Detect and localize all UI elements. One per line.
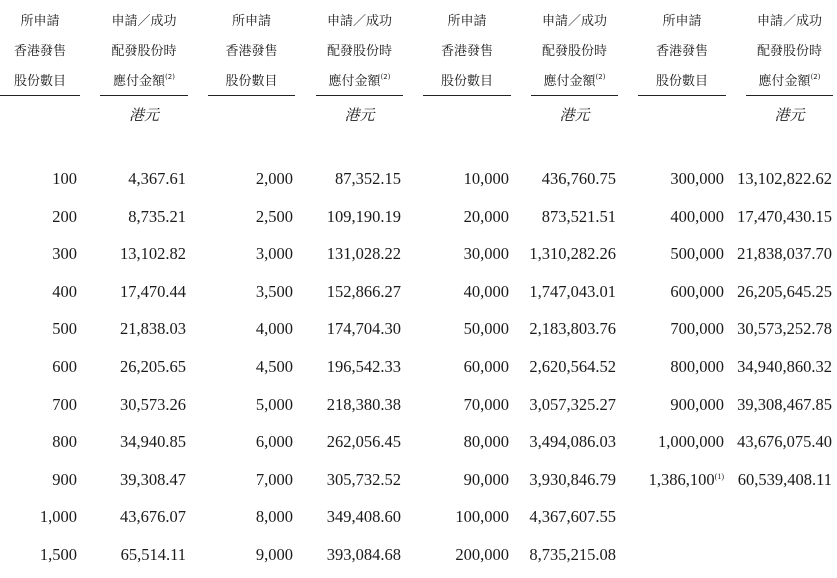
amount-cell: 13,102,822.62 [737,169,832,188]
shares-header-line: 所申請 [231,14,271,29]
amount-column [271,164,401,578]
shares-header-line: 香港發售 [440,44,493,59]
amount-cell: 8,735,215.08 [529,544,616,564]
amount-cell: 4,367,607.55 [529,507,616,527]
footnote-marker: (1) [714,471,724,481]
amount-column [702,164,832,502]
amount-cell: 17,470.44 [120,281,186,301]
amount-cell: 1,747,043.01 [529,281,616,301]
shares-header-line: 香港發售 [655,44,708,59]
shares-cell: 6,000 [255,432,293,452]
amount-cell: 2,183,803.76 [529,319,616,339]
shares-cell: 7,000 [255,469,293,489]
shares-cell: 400 [52,281,77,301]
header-rule [100,95,188,96]
amount-header-line: 申請／成功 [541,14,607,29]
shares-cell: 800 [52,432,77,452]
shares-cell: 1,000 [39,507,77,527]
shares-header [208,7,295,97]
amount-header-line [746,67,833,97]
amount-cell: 4,367.61 [128,169,186,188]
shares-cell: 900 [52,469,77,489]
shares-cell: 900,000 [670,394,724,414]
shares-cell: 100 [52,169,77,188]
amount-cell: 174,704.30 [326,319,401,339]
shares-cell: 500 [52,319,77,339]
shares-cell: 40,000 [463,281,509,301]
amount-header-text: 應付金額 [543,74,596,89]
amount-cell: 87,352.15 [335,169,401,188]
amount-header-line: 配發股份時 [541,44,607,59]
footnote-marker: (2) [810,73,821,81]
shares-cell: 200,000 [455,544,509,564]
shares-value: 1,386,100 [648,469,715,489]
shares-cell: 1,000,000 [658,432,724,452]
amount-cell: 3,930,846.79 [529,469,616,489]
shares-cell: 3,000 [255,244,293,264]
shares-header [638,7,726,97]
shares-cell: 80,000 [463,432,509,452]
amount-cell: 109,190.19 [326,206,401,226]
amount-cell: 2,620,564.52 [529,356,616,376]
amount-header-text: 應付金額 [113,74,166,89]
header-rule [746,95,833,96]
footnote-marker: (2) [380,73,391,81]
shares-cell: 60,000 [463,356,509,376]
amount-header [531,7,618,97]
amount-header-text: 應付金額 [328,74,381,89]
amount-cell: 30,573.26 [120,394,186,414]
amount-cell: 436,760.75 [541,169,616,188]
currency-unit: 港元 [128,106,159,124]
shares-cell: 700 [52,394,77,414]
shares-cell: 70,000 [463,394,509,414]
currency-unit: 港元 [344,106,375,124]
amount-header-line: 配發股份時 [111,44,177,59]
shares-header [0,7,80,97]
amount-cell: 873,521.51 [541,206,616,226]
amount-cell: 3,057,325.27 [529,394,616,414]
currency-unit: 港元 [559,106,590,124]
amount-header-line: 配發股份時 [326,44,392,59]
amount-header-line: 配發股份時 [756,44,822,59]
shares-cell: 600,000 [670,281,724,301]
amount-header [746,7,833,97]
shares-header-line: 香港發售 [225,44,278,59]
shares-cell: 500,000 [670,244,724,264]
amount-cell: 349,408.60 [326,507,401,527]
amount-cell: 305,732.52 [326,469,401,489]
shares-cell: 300,000 [670,169,724,188]
shares-header-line: 所申請 [447,14,487,29]
shares-cell: 10,000 [463,169,509,188]
amount-cell: 60,539,408.11 [737,469,832,489]
amount-header-line: 申請／成功 [756,14,822,29]
shares-cell: 9,000 [255,544,293,564]
shares-header-line: 所申請 [662,14,702,29]
shares-cell: 3,500 [255,281,293,301]
amount-cell: 43,676,075.40 [737,432,832,452]
shares-header-line: 股份數目 [225,74,278,89]
shares-cell: 2,500 [255,206,293,226]
shares-header-line: 股份數目 [13,74,66,89]
amount-cell: 393,084.68 [326,544,401,564]
shares-header [423,7,511,97]
amount-header-line: 申請／成功 [111,14,177,29]
shares-cell: 4,000 [255,319,293,339]
shares-cell: 800,000 [670,356,724,376]
shares-cell: 50,000 [463,319,509,339]
amount-cell: 3,494,086.03 [529,432,616,452]
amount-header-line [531,67,618,97]
shares-cell: 400,000 [670,206,724,226]
shares-cell: 300 [52,244,77,264]
amount-cell: 218,380.38 [326,394,401,414]
footnote-marker: (2) [165,73,175,81]
header-rule [638,95,726,96]
amount-cell: 21,838,037.70 [737,244,832,264]
amount-cell: 26,205.65 [120,356,186,376]
amount-cell: 34,940.85 [120,432,186,452]
shares-header-line: 股份數目 [655,74,708,89]
shares-cell: 600 [52,356,77,376]
header-rule [0,95,80,96]
amount-cell: 13,102.82 [120,244,186,264]
shares-cell: 700,000 [670,319,724,339]
amount-header [100,7,188,97]
amount-cell: 1,310,282.26 [529,244,616,264]
amount-cell: 39,308.47 [120,469,186,489]
shares-cell: 20,000 [463,206,509,226]
shares-header-line: 股份數目 [440,74,493,89]
amount-cell: 43,676.07 [120,507,186,527]
amount-cell: 34,940,860.32 [737,356,832,376]
amount-cell: 30,573,252.78 [737,319,832,339]
shares-cell: 100,000 [455,507,509,527]
header-rule [531,95,618,96]
shares-cell: 200 [52,206,77,226]
amount-cell: 39,308,467.85 [737,394,832,414]
shares-cell: 30,000 [463,244,509,264]
shares-cell: 5,000 [255,394,293,414]
header-rule [316,95,403,96]
amount-header [316,7,403,97]
shares-cell: 90,000 [463,469,509,489]
footnote-marker: (2) [595,73,606,81]
shares-cell: 2,000 [255,169,293,188]
shares-cell: 4,500 [255,356,293,376]
amount-cell: 26,205,645.25 [737,281,832,301]
amount-cell: 21,838.03 [120,319,186,339]
amount-cell: 8,735.21 [128,206,186,226]
amount-header-line: 申請／成功 [326,14,392,29]
shares-cell: 8,000 [255,507,293,527]
amount-header-line [100,67,188,97]
shares-cell: 1,500 [39,544,77,564]
amount-cell: 65,514.11 [120,544,186,564]
amount-cell: 17,470,430.15 [737,206,832,226]
amount-column [56,164,186,578]
amount-cell: 262,056.45 [326,432,401,452]
amount-cell: 196,542.33 [326,356,401,376]
amount-cell: 131,028.22 [326,244,401,264]
shares-header-line: 香港發售 [13,44,66,59]
amount-header-text: 應付金額 [758,74,811,89]
header-rule [423,95,511,96]
amount-column [486,164,616,578]
amount-cell: 152,866.27 [326,281,401,301]
header-rule [208,95,295,96]
amount-header-line [316,67,403,97]
shares-header-line: 所申請 [20,14,60,29]
currency-unit: 港元 [774,106,805,124]
